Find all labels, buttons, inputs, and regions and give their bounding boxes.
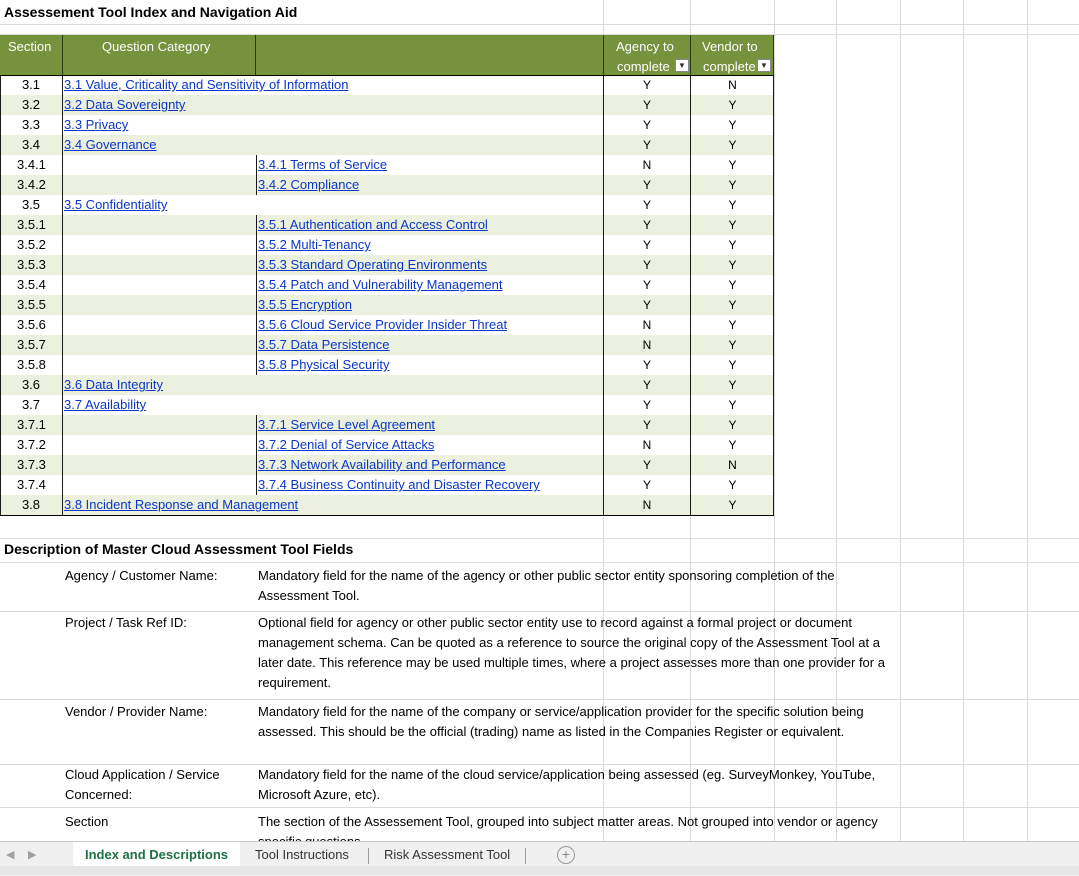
descriptions-title: Description of Master Cloud Assessment Tool Fields — [4, 541, 354, 557]
section-number: 3.7.3 — [17, 457, 46, 472]
category-link[interactable]: 3.3 Privacy — [64, 117, 129, 132]
category-link[interactable]: 3.5 Confidentiality — [64, 197, 168, 212]
category-link[interactable]: 3.2 Data Sovereignty — [64, 97, 186, 112]
subcategory-link[interactable]: 3.4.1 Terms of Service — [258, 157, 388, 172]
desc-label-project-ref: Project / Task Ref ID: — [65, 615, 187, 630]
agency-complete-value: Y — [642, 478, 651, 492]
category-link[interactable]: 3.1 Value, Criticality and Sensitivity of Information — [64, 77, 349, 92]
table-border — [256, 235, 257, 255]
agency-complete-value: Y — [642, 258, 651, 272]
vendor-complete-value: Y — [728, 398, 737, 412]
section-number: 3.5.7 — [17, 337, 46, 352]
vendor-filter-dropdown-icon[interactable]: ▼ — [757, 59, 771, 72]
vendor-complete-value: Y — [728, 138, 737, 152]
subcategory-link[interactable]: 3.7.1 Service Level Agreement — [258, 417, 436, 432]
desc-label-section: Section — [65, 814, 109, 829]
table-border — [256, 295, 257, 315]
table-border — [0, 75, 774, 76]
vendor-complete-value: Y — [728, 238, 737, 252]
agency-complete-value: Y — [642, 238, 651, 252]
subcategory-link[interactable]: 3.5.1 Authentication and Access Control — [258, 217, 488, 232]
table-border — [256, 255, 257, 275]
agency-complete-value: Y — [642, 138, 651, 152]
category-link[interactable]: 3.4 Governance — [64, 137, 157, 152]
table-row — [0, 155, 774, 175]
table-row — [0, 235, 774, 255]
table-row — [0, 115, 774, 135]
table-row — [0, 375, 774, 395]
section-number: 3.5.4 — [17, 277, 46, 292]
table-header — [0, 35, 774, 75]
table-border — [603, 75, 604, 515]
section-number: 3.4.1 — [17, 157, 46, 172]
section-number: 3.5.2 — [17, 237, 46, 252]
table-row — [0, 315, 774, 335]
table-border — [773, 75, 774, 515]
vendor-complete-value: Y — [728, 498, 737, 512]
table-row — [0, 135, 774, 155]
table-border — [256, 315, 257, 335]
tab-index-and-descriptions[interactable]: Index and Descriptions — [73, 842, 240, 870]
header-section: Section — [8, 39, 52, 54]
table-border — [256, 175, 257, 195]
agency-complete-value: Y — [642, 358, 651, 372]
agency-complete-value: Y — [642, 78, 651, 92]
agency-complete-value: Y — [642, 278, 651, 292]
subcategory-link[interactable]: 3.5.4 Patch and Vulnerability Management — [258, 277, 503, 292]
section-number: 3.5 — [21, 197, 41, 212]
vendor-complete-value: N — [728, 78, 737, 92]
section-number: 3.5.3 — [17, 257, 46, 272]
section-number: 3.7.2 — [17, 437, 46, 452]
section-number: 3.1 — [21, 77, 41, 92]
table-border — [256, 275, 257, 295]
agency-complete-value: N — [642, 338, 652, 352]
table-row — [0, 295, 774, 315]
scroll-left-icon[interactable]: ◀ — [6, 849, 15, 861]
table-border — [256, 455, 257, 475]
tab-risk-assessment-tool[interactable]: Risk Assessment Tool — [384, 847, 511, 862]
table-border — [256, 155, 257, 175]
section-number: 3.7.1 — [17, 417, 46, 432]
desc-divider — [0, 611, 1079, 612]
agency-complete-value: Y — [642, 218, 651, 232]
status-strip — [0, 866, 1079, 875]
agency-complete-value: N — [642, 158, 652, 172]
table-border — [0, 75, 1, 515]
subcategory-link[interactable]: 3.5.5 Encryption — [258, 297, 352, 312]
desc-label-agency-name: Agency / Customer Name: — [65, 568, 218, 583]
agency-filter-dropdown-icon[interactable]: ▼ — [675, 59, 689, 72]
desc-divider — [0, 699, 1079, 700]
sheet-title: Assessement Tool Index and Navigation Aid — [4, 4, 298, 20]
agency-complete-value: N — [642, 498, 652, 512]
section-number: 3.8 — [21, 497, 41, 512]
table-row — [0, 95, 774, 115]
table-row — [0, 495, 774, 515]
subcategory-link[interactable]: 3.7.3 Network Availability and Performance — [258, 457, 506, 472]
header-vendor-line1: Vendor to — [702, 39, 758, 54]
add-sheet-icon[interactable]: + — [557, 846, 575, 864]
desc-text-cloud-app: Mandatory field for the name of the cloud service/application being assessed (eg. SurveyMonkey, YouTube, Microsoft Azure, etc). — [258, 767, 876, 802]
section-number: 3.6 — [21, 377, 41, 392]
section-number: 3.4 — [21, 137, 41, 152]
vendor-complete-value: Y — [728, 178, 737, 192]
table-border — [256, 215, 257, 235]
subcategory-link[interactable]: 3.5.3 Standard Operating Environments — [258, 257, 488, 272]
section-number: 3.4.2 — [17, 177, 46, 192]
tab-tool-instructions[interactable]: Tool Instructions — [255, 847, 349, 862]
agency-complete-value: Y — [642, 298, 651, 312]
agency-complete-value: Y — [642, 178, 651, 192]
subcategory-link[interactable]: 3.5.2 Multi-Tenancy — [258, 237, 371, 252]
desc-text-agency-name: Mandatory field for the name of the agency or other public sector entity sponsoring completion of the Assessment Tool. — [258, 568, 835, 603]
agency-complete-value: Y — [642, 98, 651, 112]
desc-label-cloud-app: Cloud Application / Service Concerned: — [65, 767, 220, 802]
table-border — [62, 75, 63, 515]
table-border — [256, 475, 257, 495]
subcategory-link[interactable]: 3.7.4 Business Continuity and Disaster Recovery — [258, 477, 540, 492]
vendor-complete-value: Y — [728, 338, 737, 352]
table-border — [690, 75, 691, 515]
desc-divider — [0, 807, 1079, 808]
table-border — [256, 335, 257, 355]
header-agency-line1: Agency to — [616, 39, 674, 54]
subcategory-link[interactable]: 3.5.7 Data Persistence — [258, 337, 390, 352]
subcategory-link[interactable]: 3.7.2 Denial of Service Attacks — [258, 437, 435, 452]
table-row — [0, 275, 774, 295]
desc-text-project-ref: Optional field for agency or other public sector entity use to record against a formal project or document management schema. Can be quoted as a reference to source the original copy of the Assessment Tool at a later date. This reference may be used multiple times, where a project assesses more than one provider for a requirement. — [258, 615, 885, 690]
agency-complete-value: Y — [642, 398, 651, 412]
agency-complete-value: Y — [642, 418, 651, 432]
vendor-complete-value: Y — [728, 158, 737, 172]
section-number: 3.5.6 — [17, 317, 46, 332]
vendor-complete-value: Y — [728, 418, 737, 432]
category-link[interactable]: 3.7 Availability — [64, 397, 147, 412]
vendor-complete-value: Y — [728, 318, 737, 332]
header-question-category: Question Category — [102, 39, 211, 54]
table-row — [0, 415, 774, 435]
table-border — [256, 435, 257, 455]
header-agency-line2: complete — [617, 59, 670, 74]
vendor-complete-value: Y — [728, 378, 737, 392]
desc-label-vendor-name: Vendor / Provider Name: — [65, 704, 208, 719]
agency-complete-value: Y — [642, 378, 651, 392]
table-row — [0, 175, 774, 195]
vendor-complete-value: Y — [728, 438, 737, 452]
agency-complete-value: Y — [642, 118, 651, 132]
scroll-right-icon[interactable]: ▶ — [28, 849, 37, 861]
vendor-complete-value: Y — [728, 298, 737, 312]
table-row — [0, 215, 774, 235]
agency-complete-value: Y — [642, 198, 651, 212]
vendor-complete-value: Y — [728, 478, 737, 492]
table-row — [0, 255, 774, 275]
vendor-complete-value: Y — [728, 218, 737, 232]
vendor-complete-value: Y — [728, 118, 737, 132]
table-row — [0, 335, 774, 355]
table-border — [256, 355, 257, 375]
vendor-complete-value: Y — [728, 258, 737, 272]
tab-separator — [525, 848, 526, 864]
vendor-complete-value: N — [728, 458, 737, 472]
section-number: 3.5.8 — [17, 357, 46, 372]
table-row — [0, 195, 774, 215]
agency-complete-value: N — [642, 318, 652, 332]
section-number: 3.7 — [21, 397, 41, 412]
agency-complete-value: N — [642, 438, 652, 452]
subcategory-link[interactable]: 3.5.6 Cloud Service Provider Insider Threat — [258, 317, 508, 332]
table-row — [0, 355, 774, 375]
table-row — [0, 475, 774, 495]
section-number: 3.5.5 — [17, 297, 46, 312]
section-number: 3.2 — [21, 97, 41, 112]
table-row — [0, 455, 774, 475]
subcategory-link[interactable]: 3.5.8 Physical Security — [258, 357, 390, 372]
vendor-complete-value: Y — [728, 358, 737, 372]
table-row — [0, 75, 774, 95]
vendor-complete-value: Y — [728, 98, 737, 112]
category-link[interactable]: 3.8 Incident Response and Management — [64, 497, 299, 512]
desc-text-vendor-name: Mandatory field for the name of the company or service/application provider for the specific solution being assessed. This should be the official (trading) name as listed in the Companies Register or equivalent. — [258, 704, 864, 739]
section-number: 3.3 — [21, 117, 41, 132]
agency-complete-value: Y — [642, 458, 651, 472]
section-number: 3.7.4 — [17, 477, 46, 492]
table-border — [256, 415, 257, 435]
table-row — [0, 435, 774, 455]
category-link[interactable]: 3.6 Data Integrity — [64, 377, 163, 392]
subcategory-link[interactable]: 3.4.2 Compliance — [258, 177, 360, 192]
table-row — [0, 395, 774, 415]
vendor-complete-value: Y — [728, 198, 737, 212]
header-vendor-line2: complete — [703, 59, 756, 74]
tab-separator — [368, 848, 369, 864]
section-number: 3.5.1 — [17, 217, 46, 232]
table-border — [0, 515, 774, 516]
desc-text-section: The section of the Assessement Tool, grouped into subject matter areas. Not grouped into vendor or agency — [258, 814, 878, 829]
vendor-complete-value: Y — [728, 278, 737, 292]
